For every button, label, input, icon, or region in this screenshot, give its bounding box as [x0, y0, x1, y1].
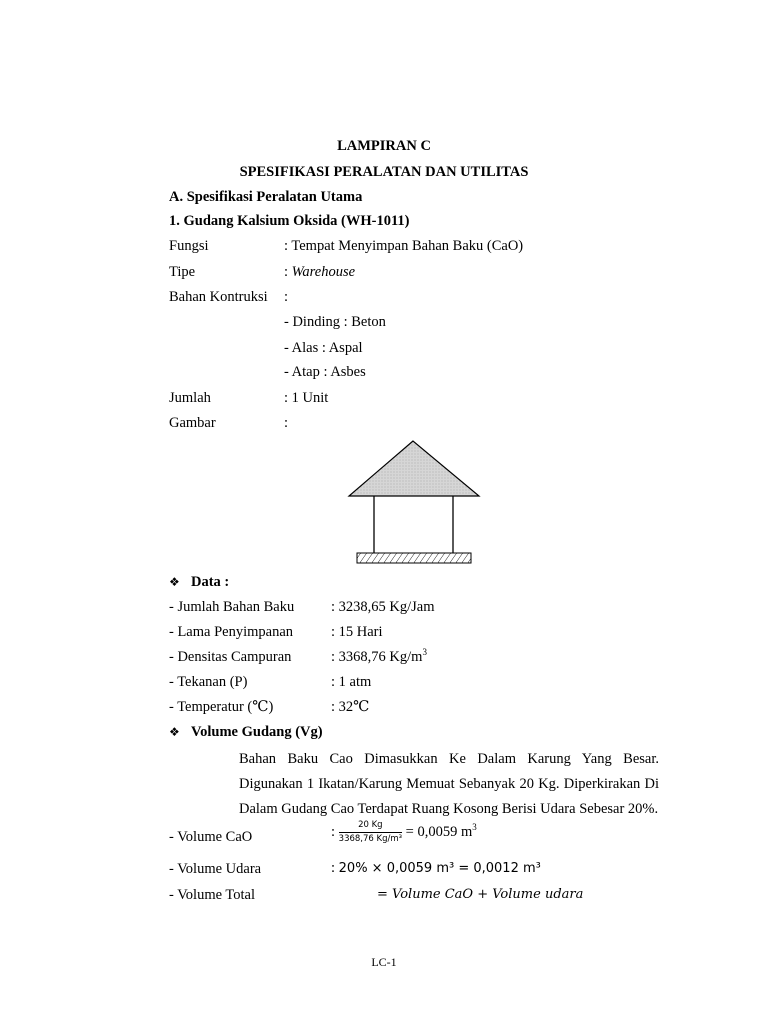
data-value-temperatur: : 32℃: [331, 699, 370, 715]
spec-label-bahan: Bahan Kontruksi: [169, 289, 268, 305]
spec-label-fungsi: Fungsi: [169, 238, 209, 254]
volume-heading: [169, 724, 323, 741]
volume-udara-expr: 20% × 0,0059 m³ = 0,0012 m³: [338, 861, 541, 876]
spec-label-gambar: Gambar: [169, 415, 216, 431]
volume-heading-label: Volume Gudang (Vg): [191, 724, 323, 740]
data-label-temperatur: - Temperatur (℃): [169, 699, 274, 715]
warehouse-floor: [357, 553, 471, 563]
spec-label-tipe: Tipe: [169, 264, 196, 280]
data-value-densitas: [331, 649, 427, 666]
data-value-lama: : 15 Hari: [331, 624, 383, 640]
data-label-tekanan: - Tekanan (P): [169, 674, 248, 690]
spec-value-warehouse: Warehouse: [291, 264, 356, 280]
volume-cao-result-text: = 0,0059 m: [405, 824, 473, 840]
data-value-tekanan: : 1 atm: [331, 674, 372, 690]
spec-material-alas: - Alas : Aspal: [284, 340, 363, 356]
volume-udara-colon: :: [331, 860, 339, 876]
volume-total-label: - Volume Total: [169, 887, 255, 903]
data-label-jumlah: - Jumlah Bahan Baku: [169, 599, 295, 615]
densitas-sup: 3: [422, 647, 427, 658]
section-title: A. Spesifikasi Peralatan Utama: [169, 189, 363, 205]
spec-material-atap: - Atap : Asbes: [284, 364, 366, 380]
densitas-text: : 3368,76 Kg/m: [331, 649, 423, 665]
spec-value-jumlah: : 1 Unit: [284, 390, 329, 406]
equipment-title: 1. Gudang Kalsium Oksida (WH-1011): [169, 213, 410, 229]
volume-cao-label: - Volume CaO: [169, 829, 253, 845]
data-value-jumlah: : 3238,65 Kg/Jam: [331, 599, 435, 615]
volume-cao-sup: 3: [472, 822, 477, 833]
spec-value-gambar: :: [284, 415, 289, 431]
diamond-bullet-icon: ❖: [169, 575, 180, 589]
volume-udara-label: - Volume Udara: [169, 861, 262, 877]
data-heading: [169, 574, 229, 591]
fraction-numerator: 20 Kg: [339, 820, 402, 833]
data-heading-label: Data :: [191, 574, 230, 590]
spec-value-tipe: [284, 264, 355, 281]
paragraph-text: Bahan Baku Cao Dimasukkan Ke Dalam Karung Yang Besar. Digunakan 1 Ikatan/Karung Memuat Sebanyak 20 Kg. Diperkirakan Di Dalam Gudang Cao Terdapat Ruang Kosong Berisi Udara Sebesar 20%.: [239, 751, 659, 817]
volume-cao-result: [406, 824, 477, 840]
warehouse-roof: [349, 441, 479, 496]
volume-paragraph: [181, 747, 659, 822]
warehouse-drawing: [345, 438, 485, 568]
volume-cao-fraction: [339, 820, 402, 845]
page-subtitle: SPESIFIKASI PERALATAN DAN UTILITAS: [239, 164, 529, 180]
volume-cao-colon: :: [331, 824, 336, 840]
diamond-bullet-icon: ❖: [169, 725, 180, 739]
fraction-denominator: 3368,76 Kg/m³: [338, 834, 403, 844]
data-label-densitas: - Densitas Campuran: [169, 649, 292, 665]
spec-value-bahan: :: [284, 289, 289, 305]
spec-value-fungsi: : Tempat Menyimpan Bahan Baku (CaO): [284, 238, 524, 254]
spec-colon: :: [284, 264, 292, 280]
volume-cao-formula: [331, 820, 477, 845]
page-number: LC-1: [371, 955, 397, 969]
spec-material-dinding: - Dinding : Beton: [284, 314, 386, 330]
volume-total-expr: = Volume CaO + Volume udara: [377, 887, 584, 902]
volume-udara-formula: [331, 860, 541, 877]
page-title: LAMPIRAN C: [337, 138, 431, 154]
data-label-lama: - Lama Penyimpanan: [169, 624, 294, 640]
spec-label-jumlah: Jumlah: [169, 390, 211, 406]
